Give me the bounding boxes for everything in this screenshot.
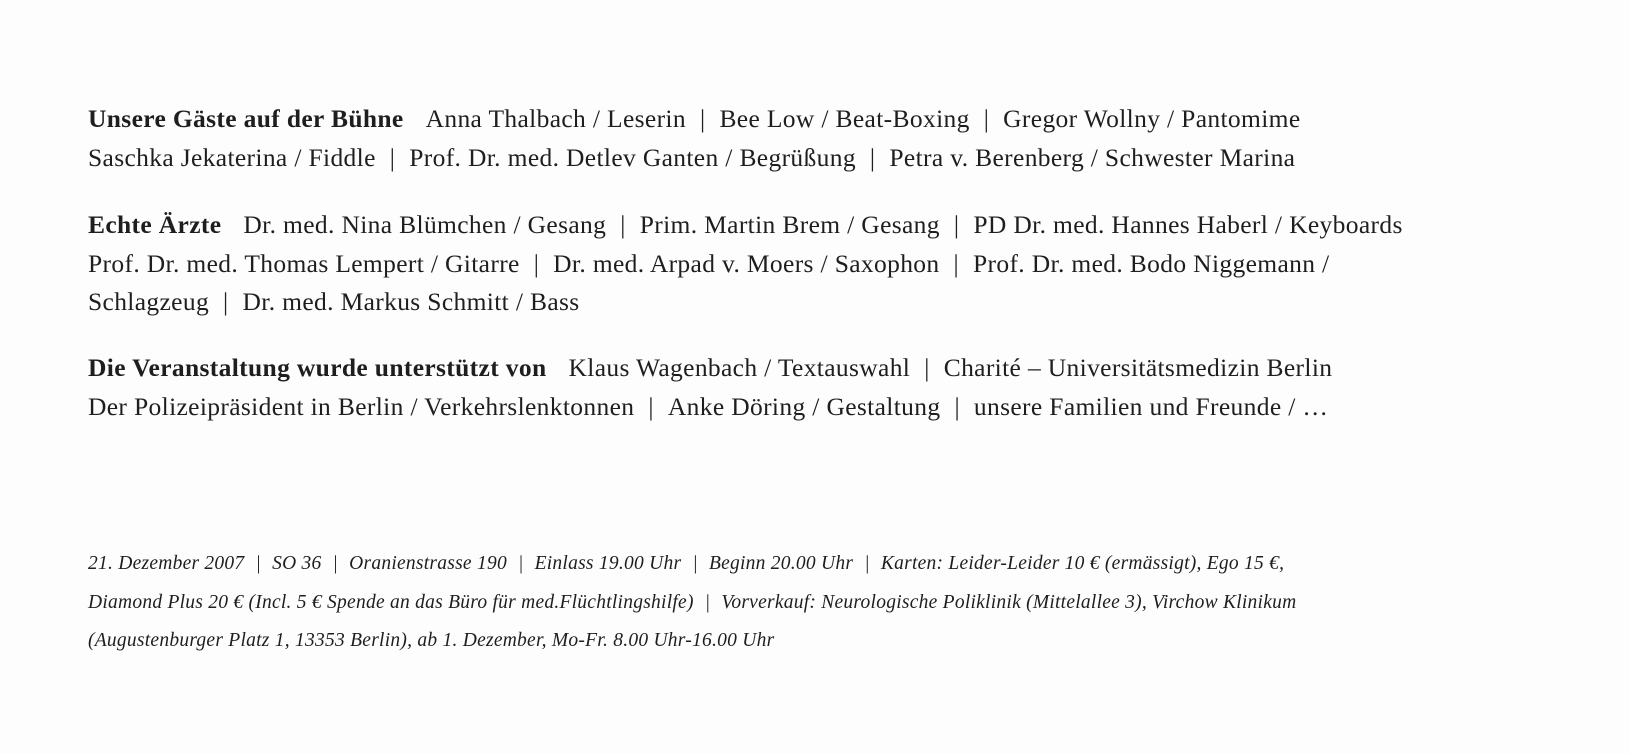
credit-item: Gregor Wollny / Pantomime bbox=[1003, 104, 1301, 133]
event-line-3 bbox=[88, 622, 1628, 661]
separator: | bbox=[924, 353, 930, 382]
doctors-line-2 bbox=[88, 245, 1608, 284]
separator: | bbox=[864, 553, 870, 574]
credit-item: Dr. med. Markus Schmitt / Bass bbox=[242, 287, 580, 316]
event-tickets: Karten: Leider-Leider 10 € (ermässigt), Ego 15 €, bbox=[880, 553, 1285, 574]
credit-item: Anna Thalbach / Leserin bbox=[425, 104, 686, 133]
doctors-line-3 bbox=[88, 283, 1608, 322]
separator: | bbox=[699, 104, 706, 133]
event-presale: Vorverkauf: Neurologische Poliklinik (Mittelallee 3), Virchow Klinikum bbox=[721, 591, 1297, 613]
separator: | bbox=[517, 553, 524, 574]
guests-section bbox=[88, 100, 1608, 177]
credit-item: Der Polizeipräsident in Berlin / Verkehrslenktonnen bbox=[88, 391, 635, 421]
event-tickets-cont: Diamond Plus 20 € (Incl. 5 € Spende an das Büro für med.Flüchtlingshilfe) bbox=[88, 591, 694, 613]
credit-item: Charité – Universitätsmedizin Berlin bbox=[943, 353, 1333, 382]
separator: | bbox=[954, 391, 960, 421]
separator: | bbox=[692, 553, 698, 574]
separator: | bbox=[953, 210, 960, 239]
credit-item: Prof. Dr. med. Thomas Lempert / Gitarre bbox=[88, 248, 520, 278]
separator: | bbox=[533, 248, 540, 278]
guests-line-1 bbox=[88, 100, 1608, 139]
doctors-heading: Echte Ärzte bbox=[88, 210, 222, 239]
event-venue: SO 36 bbox=[272, 553, 322, 574]
guests-line-2 bbox=[88, 139, 1608, 178]
credit-item: Klaus Wagenbach / Textauswahl bbox=[568, 353, 911, 382]
separator: | bbox=[620, 210, 626, 239]
separator: | bbox=[389, 142, 396, 172]
event-start-time: Beginn 20.00 Uhr bbox=[708, 553, 854, 574]
separator: | bbox=[983, 104, 990, 133]
support-line-1 bbox=[88, 349, 1608, 388]
credit-item: Anke Döring / Gestaltung bbox=[667, 391, 941, 421]
credit-item: Prof. Dr. med. Detlev Ganten / Begrüßung bbox=[409, 142, 856, 172]
separator: | bbox=[953, 248, 959, 278]
event-details bbox=[88, 545, 1628, 661]
credit-item: unsere Familien und Freunde / … bbox=[973, 391, 1329, 421]
event-admission-time: Einlass 19.00 Uhr bbox=[534, 553, 682, 574]
credits-document bbox=[88, 0, 1608, 754]
doctors-line-1 bbox=[88, 206, 1608, 245]
credit-item: Petra v. Berenberg / Schwester Marina bbox=[889, 142, 1296, 172]
event-line-1 bbox=[88, 545, 1628, 584]
event-line-2 bbox=[88, 584, 1628, 623]
credit-item: PD Dr. med. Hannes Haberl / Keyboards bbox=[973, 210, 1403, 239]
separator: | bbox=[332, 553, 339, 574]
separator: | bbox=[869, 142, 876, 172]
support-heading: Die Veranstaltung wurde unterstützt von bbox=[88, 353, 547, 382]
support-section bbox=[88, 349, 1608, 426]
credit-item: Prof. Dr. med. Bodo Niggemann / bbox=[972, 248, 1330, 278]
event-date: 21. Dezember 2007 bbox=[88, 553, 245, 574]
credit-item: Dr. med. Nina Blümchen / Gesang bbox=[243, 210, 607, 239]
credit-item: Schlagzeug bbox=[88, 287, 210, 316]
support-line-2 bbox=[88, 388, 1608, 427]
separator: | bbox=[648, 391, 654, 421]
guests-heading: Unsere Gäste auf der Bühne bbox=[88, 104, 404, 133]
credit-item: Dr. med. Arpad v. Moers / Saxophon bbox=[553, 248, 940, 278]
separator: | bbox=[255, 553, 262, 574]
separator: | bbox=[704, 591, 711, 613]
event-address: Oranienstrasse 190 bbox=[349, 553, 507, 574]
doctors-section bbox=[88, 206, 1608, 322]
credit-item: Saschka Jekaterina / Fiddle bbox=[88, 142, 376, 172]
separator: | bbox=[223, 287, 229, 316]
credit-item: Bee Low / Beat-Boxing bbox=[719, 104, 970, 133]
credit-item: Prim. Martin Brem / Gesang bbox=[639, 210, 940, 239]
event-presale-cont: (Augustenburger Platz 1, 13353 Berlin), ab 1. Dezember, Mo-Fr. 8.00 Uhr-16.00 Uhr bbox=[88, 630, 775, 651]
